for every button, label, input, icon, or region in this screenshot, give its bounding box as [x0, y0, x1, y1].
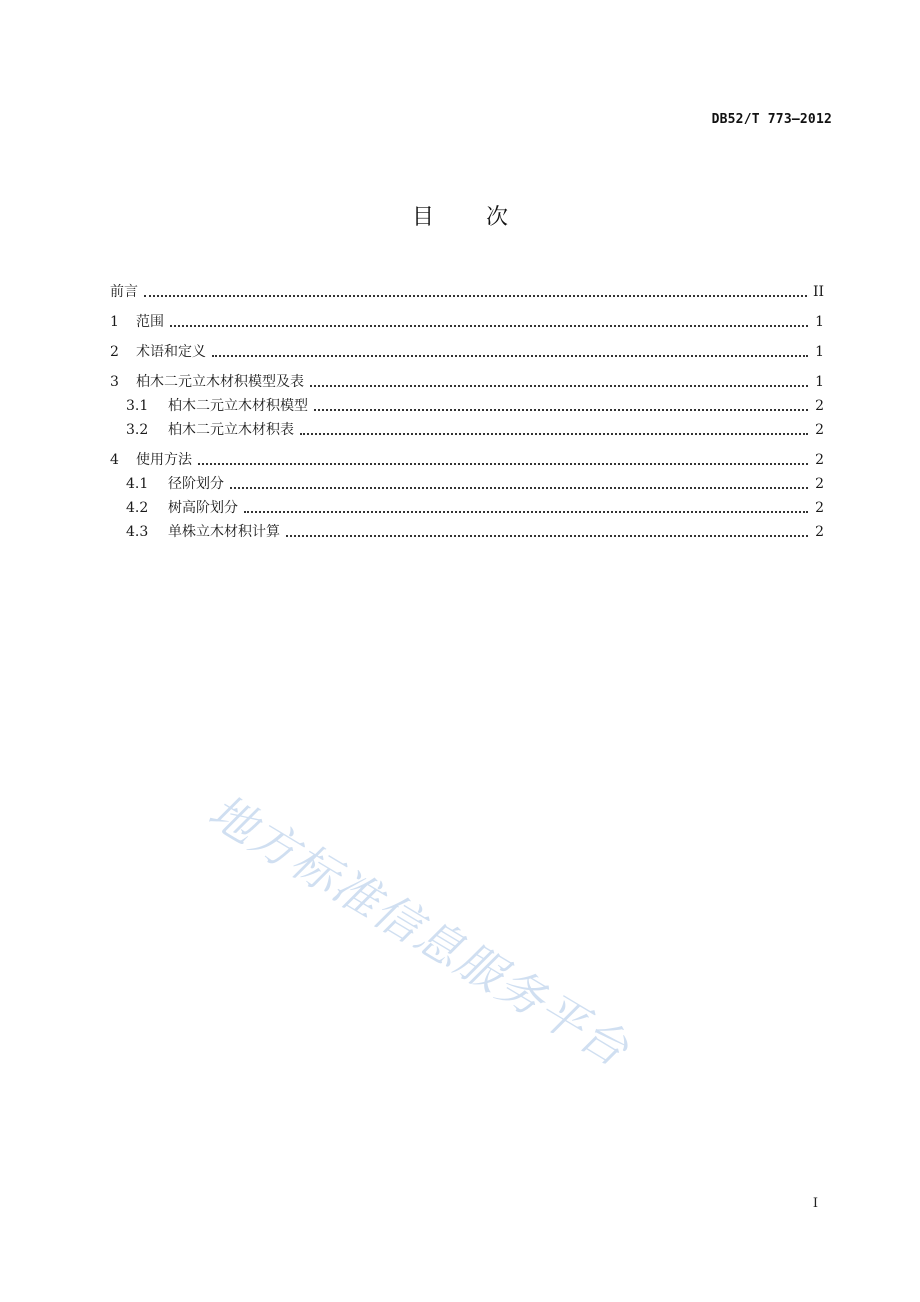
toc-entry-number: 4.3 [126, 524, 149, 540]
toc-entry-page: 2 [815, 476, 824, 492]
toc-entry-number: 1 [110, 314, 119, 330]
toc-entry-page: 1 [815, 344, 824, 360]
toc-entry-label: 树高阶划分 [168, 500, 238, 516]
toc-leader [244, 511, 808, 513]
toc-entry-number: 4 [110, 452, 119, 468]
toc-entry-number: 3.1 [126, 398, 149, 414]
toc-entry-scope[interactable] [110, 308, 824, 332]
toc-leader [212, 355, 808, 357]
toc-entry-number: 3 [110, 374, 119, 390]
toc-leader [300, 433, 808, 435]
toc-leader [310, 385, 808, 387]
toc-leader [198, 463, 808, 465]
toc-entry-number: 3.2 [126, 422, 149, 438]
toc-entry-foreword[interactable] [110, 278, 824, 302]
toc-entry-label: 柏木二元立木材积表 [168, 422, 294, 438]
toc-entry-page: 1 [815, 314, 824, 330]
toc-list [110, 278, 824, 542]
toc-leader [314, 409, 808, 411]
toc-title [0, 200, 920, 231]
toc-title-right: 次 [486, 205, 509, 230]
toc-entry-label: 柏木二元立木材积模型及表 [136, 374, 304, 390]
toc-entry-volume-table[interactable] [110, 416, 824, 440]
toc-entry-number: 2 [110, 344, 119, 360]
toc-entry-single-tree-volume[interactable] [110, 518, 824, 542]
toc-title-left: 目 [411, 205, 434, 230]
toc-entry-label: 柏木二元立木材积模型 [168, 398, 308, 414]
toc-leader [170, 325, 808, 327]
toc-entry-page: 2 [815, 422, 824, 438]
doc-code: DB52/T 773—2012 [711, 112, 832, 127]
toc-entry-diameter-class[interactable] [110, 470, 824, 494]
toc-entry-label: 范围 [136, 314, 164, 330]
toc-entry-label: 使用方法 [136, 452, 192, 468]
toc-entry-page: 2 [815, 398, 824, 414]
toc-entry-page: 2 [815, 452, 824, 468]
watermark: 地方标准信息服务平台 [199, 783, 639, 1078]
toc-entry-page: II [812, 284, 824, 300]
toc-entry-terms[interactable] [110, 338, 824, 362]
toc-entry-number: 4.1 [126, 476, 149, 492]
toc-entry-page: 2 [815, 500, 824, 516]
toc-entry-model-and-table[interactable] [110, 368, 824, 392]
toc-entry-label: 单株立木材积计算 [168, 524, 280, 540]
toc-leader [286, 535, 808, 537]
toc-entry-usage[interactable] [110, 446, 824, 470]
toc-entry-label: 径阶划分 [168, 476, 224, 492]
toc-entry-height-class[interactable] [110, 494, 824, 518]
toc-entry-page: 1 [815, 374, 824, 390]
toc-leader [144, 295, 807, 297]
toc-entry-model[interactable] [110, 392, 824, 416]
toc-entry-label: 术语和定义 [136, 344, 206, 360]
toc-entry-number: 4.2 [126, 500, 149, 516]
toc-leader [230, 487, 808, 489]
page-number: I [812, 1196, 818, 1211]
toc-entry-page: 2 [815, 524, 824, 540]
toc-entry-label: 前言 [110, 284, 138, 300]
